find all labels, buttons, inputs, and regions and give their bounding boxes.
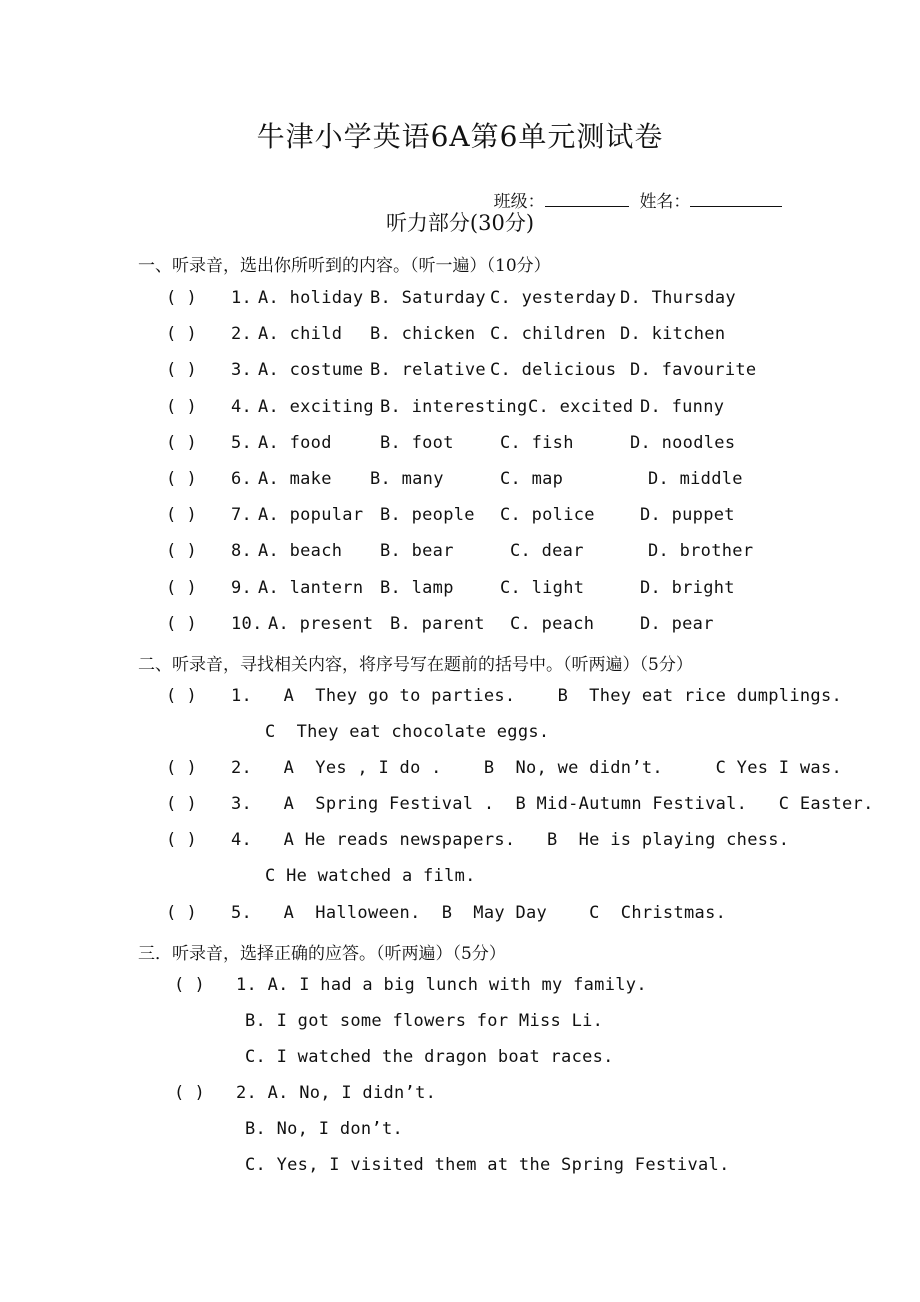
s1-option-a: A. beach [258,541,343,561]
answer-paren[interactable]: ( ) [166,469,197,489]
s1-option-d: D. funny [640,397,725,417]
s1-option-d: D. brother [648,541,754,561]
s2-q5: 5. A Halloween. B May Day C Christmas. [231,903,727,923]
s1-option-c: C. map [500,469,564,489]
s1-option-b: B. foot [380,433,454,453]
answer-paren[interactable]: ( ) [166,686,197,706]
answer-paren[interactable]: ( ) [166,324,197,344]
s1-item-number: 3. [231,360,253,380]
s2-q1: 1. A They go to parties. B They eat rice dumplings. [231,686,843,706]
answer-paren[interactable]: ( ) [174,1083,205,1103]
s1-item-number: 9. [231,578,253,598]
answer-paren[interactable]: ( ) [166,288,197,308]
answer-paren[interactable]: ( ) [166,903,197,923]
class-blank[interactable] [545,190,629,207]
s1-option-a: A. holiday [258,288,364,308]
section3-heading: 三．听录音，选择正确的应答。（听两遍）（5分） [138,944,506,964]
page-title: 牛津小学英语6A第6单元测试卷 [256,120,664,153]
s1-option-d: D. kitchen [620,324,726,344]
s1-option-a: A. popular [258,505,364,525]
s1-option-b: B. interesting [380,397,528,417]
s1-item-number: 7. [231,505,253,525]
s3-q2-b: B. No, I don’t. [245,1119,404,1139]
section1-heading: 一、听录音，选出你所听到的内容。（听一遍）（10分） [138,256,551,276]
s2-q1-c: C They eat chocolate eggs. [265,722,550,742]
answer-paren[interactable]: ( ) [166,360,197,380]
s1-option-c: C. dear [510,541,584,561]
name-blank[interactable] [690,190,782,207]
part-title: 听力部分(30分) [385,211,535,235]
answer-paren[interactable]: ( ) [166,397,197,417]
s1-item-number: 10. [231,614,263,634]
s1-option-a: A. child [258,324,343,344]
answer-paren[interactable]: ( ) [166,794,197,814]
s2-q4-c: C He watched a film. [265,866,476,886]
answer-paren[interactable]: ( ) [166,614,197,634]
s1-option-a: A. exciting [258,397,374,417]
s1-item-number: 4. [231,397,253,417]
answer-paren[interactable]: ( ) [166,578,197,598]
s1-option-c: C. police [500,505,595,525]
s1-option-a: A. food [258,433,332,453]
s1-option-a: A. make [258,469,332,489]
s1-item-number: 1. [231,288,253,308]
s1-item-number: 6. [231,469,253,489]
s1-option-c: C. excited [528,397,634,417]
s1-item-number: 2. [231,324,253,344]
s1-option-b: B. Saturday [370,288,486,308]
s3-q1-c: C. I watched the dragon boat races. [245,1047,614,1067]
s1-option-c: C. light [500,578,585,598]
s1-option-a: A. present [268,614,374,634]
s1-option-b: B. parent [390,614,485,634]
s1-option-d: D. middle [648,469,743,489]
s1-option-b: B. people [380,505,475,525]
section2-heading: 二、听录音，寻找相关内容，将序号写在题前的括号中。（听两遍）（5分） [138,655,693,675]
s1-option-b: B. bear [380,541,454,561]
s2-q2: 2. A Yes , I do . B No, we didn’t. C Yes I was. [231,758,843,778]
s1-option-c: C. delicious [490,360,617,380]
s1-item-number: 5. [231,433,253,453]
s2-q3: 3. A Spring Festival . B Mid-Autumn Festival. C Easter. [231,794,874,814]
s1-option-b: B. chicken [370,324,476,344]
s3-q2-a: 2. A. No, I didn’t. [236,1083,437,1103]
s1-option-b: B. relative [370,360,486,380]
s3-q1-a: 1. A. I had a big lunch with my family. [236,975,647,995]
answer-paren[interactable]: ( ) [166,433,197,453]
answer-paren[interactable]: ( ) [166,758,197,778]
s2-q4: 4. A He reads newspapers. B He is playing chess. [231,830,790,850]
s1-option-c: C. yesterday [490,288,617,308]
s3-q2-c: C. Yes, I visited them at the Spring Festival. [245,1155,730,1175]
answer-paren[interactable]: ( ) [166,505,197,525]
class-label: 班级： [493,192,545,212]
s1-option-b: B. lamp [380,578,454,598]
answer-paren[interactable]: ( ) [166,830,197,850]
s1-option-d: D. noodles [630,433,736,453]
s1-option-b: B. many [370,469,444,489]
s1-option-c: C. peach [510,614,595,634]
s1-option-d: D. pear [640,614,714,634]
s1-option-a: A. lantern [258,578,364,598]
name-label: 姓名： [639,192,691,212]
answer-paren[interactable]: ( ) [166,541,197,561]
s1-option-a: A. costume [258,360,364,380]
s1-option-d: D. favourite [630,360,757,380]
s1-option-d: D. Thursday [620,288,736,308]
answer-paren[interactable]: ( ) [174,975,205,995]
s1-option-c: C. children [490,324,606,344]
s1-option-d: D. puppet [640,505,735,525]
s1-option-d: D. bright [640,578,735,598]
s1-item-number: 8. [231,541,253,561]
s1-option-c: C. fish [500,433,574,453]
s3-q1-b: B. I got some flowers for Miss Li. [245,1011,604,1031]
